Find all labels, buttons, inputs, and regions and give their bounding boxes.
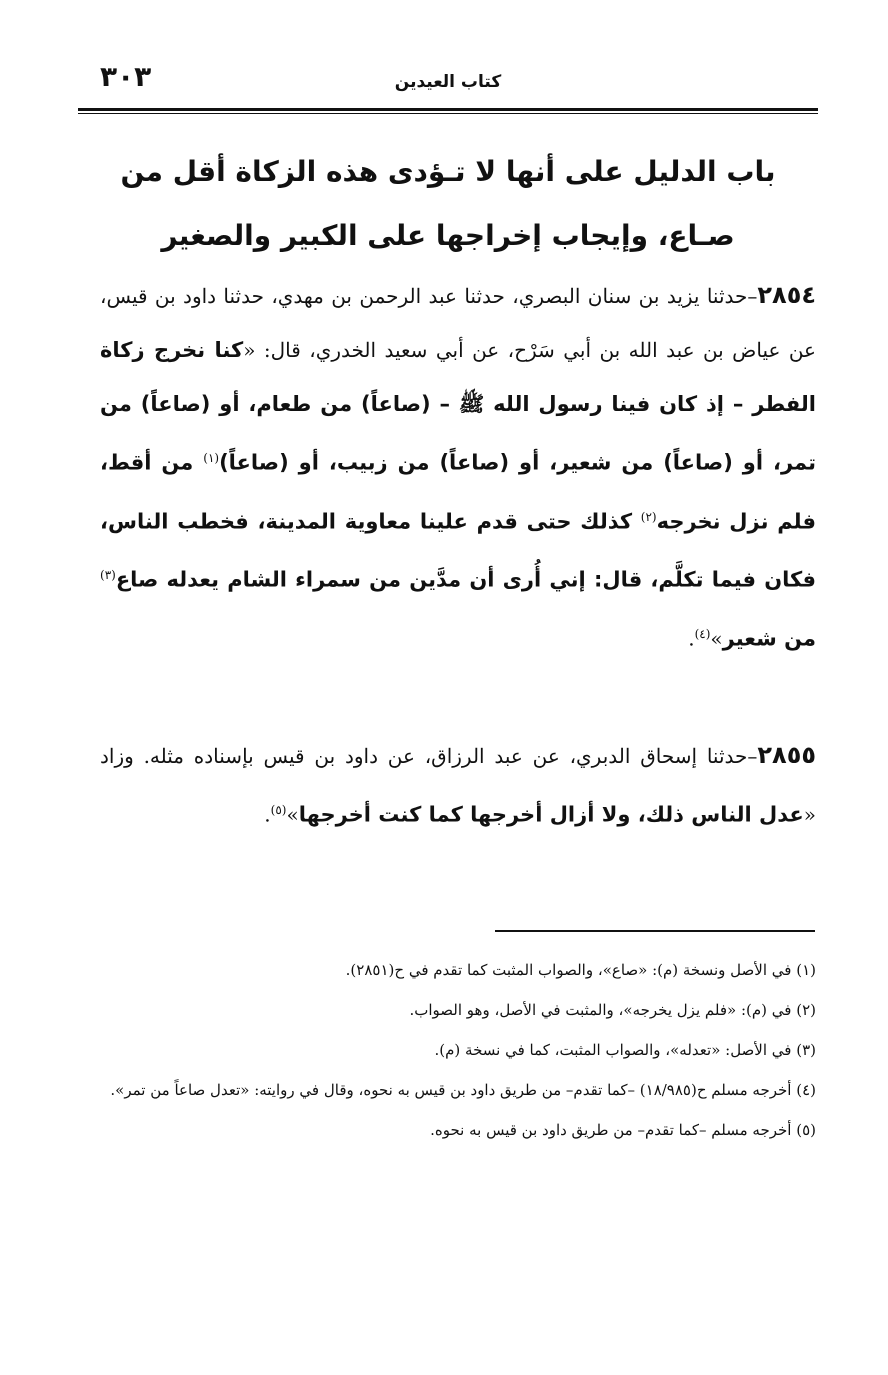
- full-stop: .: [264, 802, 271, 827]
- footnote-ref-4: (٤): [694, 626, 711, 641]
- isnad-text: –حدثنا إسحاق الدبري، عن عبد الرزاق، عن داود بن قيس بإسناده مثله. وزاد «: [100, 744, 816, 827]
- footnote-ref-3: (٣): [100, 568, 116, 583]
- matn-text: عدل الناس ذلك، ولا أزال أخرجها كما كنت أخرجها: [298, 802, 804, 827]
- footnote-ref-1: (١): [203, 451, 220, 465]
- quote-close: »: [286, 802, 299, 827]
- full-stop: .: [688, 626, 695, 651]
- hadith-2854: [100, 268, 816, 666]
- quote-close: »: [710, 626, 723, 651]
- footnote-3: (٣) في الأصل: «تعدله»، والصواب المثبت، كما في نسخة (م).: [434, 1041, 816, 1059]
- header-rule-thick: [78, 108, 818, 111]
- footnote-1: (١) في الأصل ونسخة (م): «صاع»، والصواب المثبت كما تقدم في ح(٢٨٥١).: [345, 961, 816, 979]
- footnote-4: (٤) أخرجه مسلم ح(١٨/٩٨٥) –كما تقدم– من طريق داود بن قيس به نحوه، وقال في روايته: «تعدل صاعاً من تمر».: [110, 1081, 816, 1099]
- hadith-2855: [100, 728, 816, 842]
- footnote-ref-2: (٢): [640, 509, 657, 524]
- footnote-5: (٥) أخرجه مسلم –كما تقدم– من طريق داود بن قيس به نحوه.: [430, 1121, 816, 1139]
- matn-text: كذلك حتى قدم علينا معاوية المدينة، فخطب الناس، فكان فيما تكلَّم، قال: إني أُرى أن مدَّين من سمراء الشام يعدله صاع: [100, 509, 816, 592]
- matn-text: كنا نخرج زكاة الفطر – إذ كان فينا رسول الله ﷺ – (صاعاً) من طعام، أو (صاعاً) من تمر، أو (صاعاً) من شعير، أو (صاعاً) من زبيب، أو (صاعاً): [100, 338, 816, 475]
- header-rule-thin: [78, 113, 818, 114]
- matn-text: من شعير: [722, 626, 816, 651]
- hadith-number: ٢٨٥٤: [757, 281, 816, 309]
- footnote-2: (٢) في (م): «فلم يزل يخرجه»، والمثبت في الأصل، وهو الصواب.: [409, 1001, 816, 1019]
- footnote-separator: [495, 930, 815, 932]
- footnotes-list: [96, 950, 816, 1150]
- running-header: [78, 58, 818, 102]
- isnad-text: –حدثنا يزيد بن سنان البصري، حدثنا عبد الرحمن بن مهدي، حدثنا داود بن قيس، عن عياض بن عبد الله بن أبي سَرْح، عن أبي سعيد الخدري، قال: «: [100, 284, 816, 362]
- header-title: كتاب العيدين: [394, 72, 502, 92]
- page-number: ٣٠٣: [100, 60, 152, 93]
- chapter-title: باب الدليل على أنها لا تـؤدى هذه الزكاة أقل من صـاع، وإيجاب إخراجها على الكبير والصغير: [120, 155, 776, 252]
- matn-text: من أقط، فلم نزل نخرجه: [100, 450, 816, 534]
- hadith-number: ٢٨٥٥: [757, 741, 816, 769]
- footnote-ref-5: (٥): [270, 803, 287, 817]
